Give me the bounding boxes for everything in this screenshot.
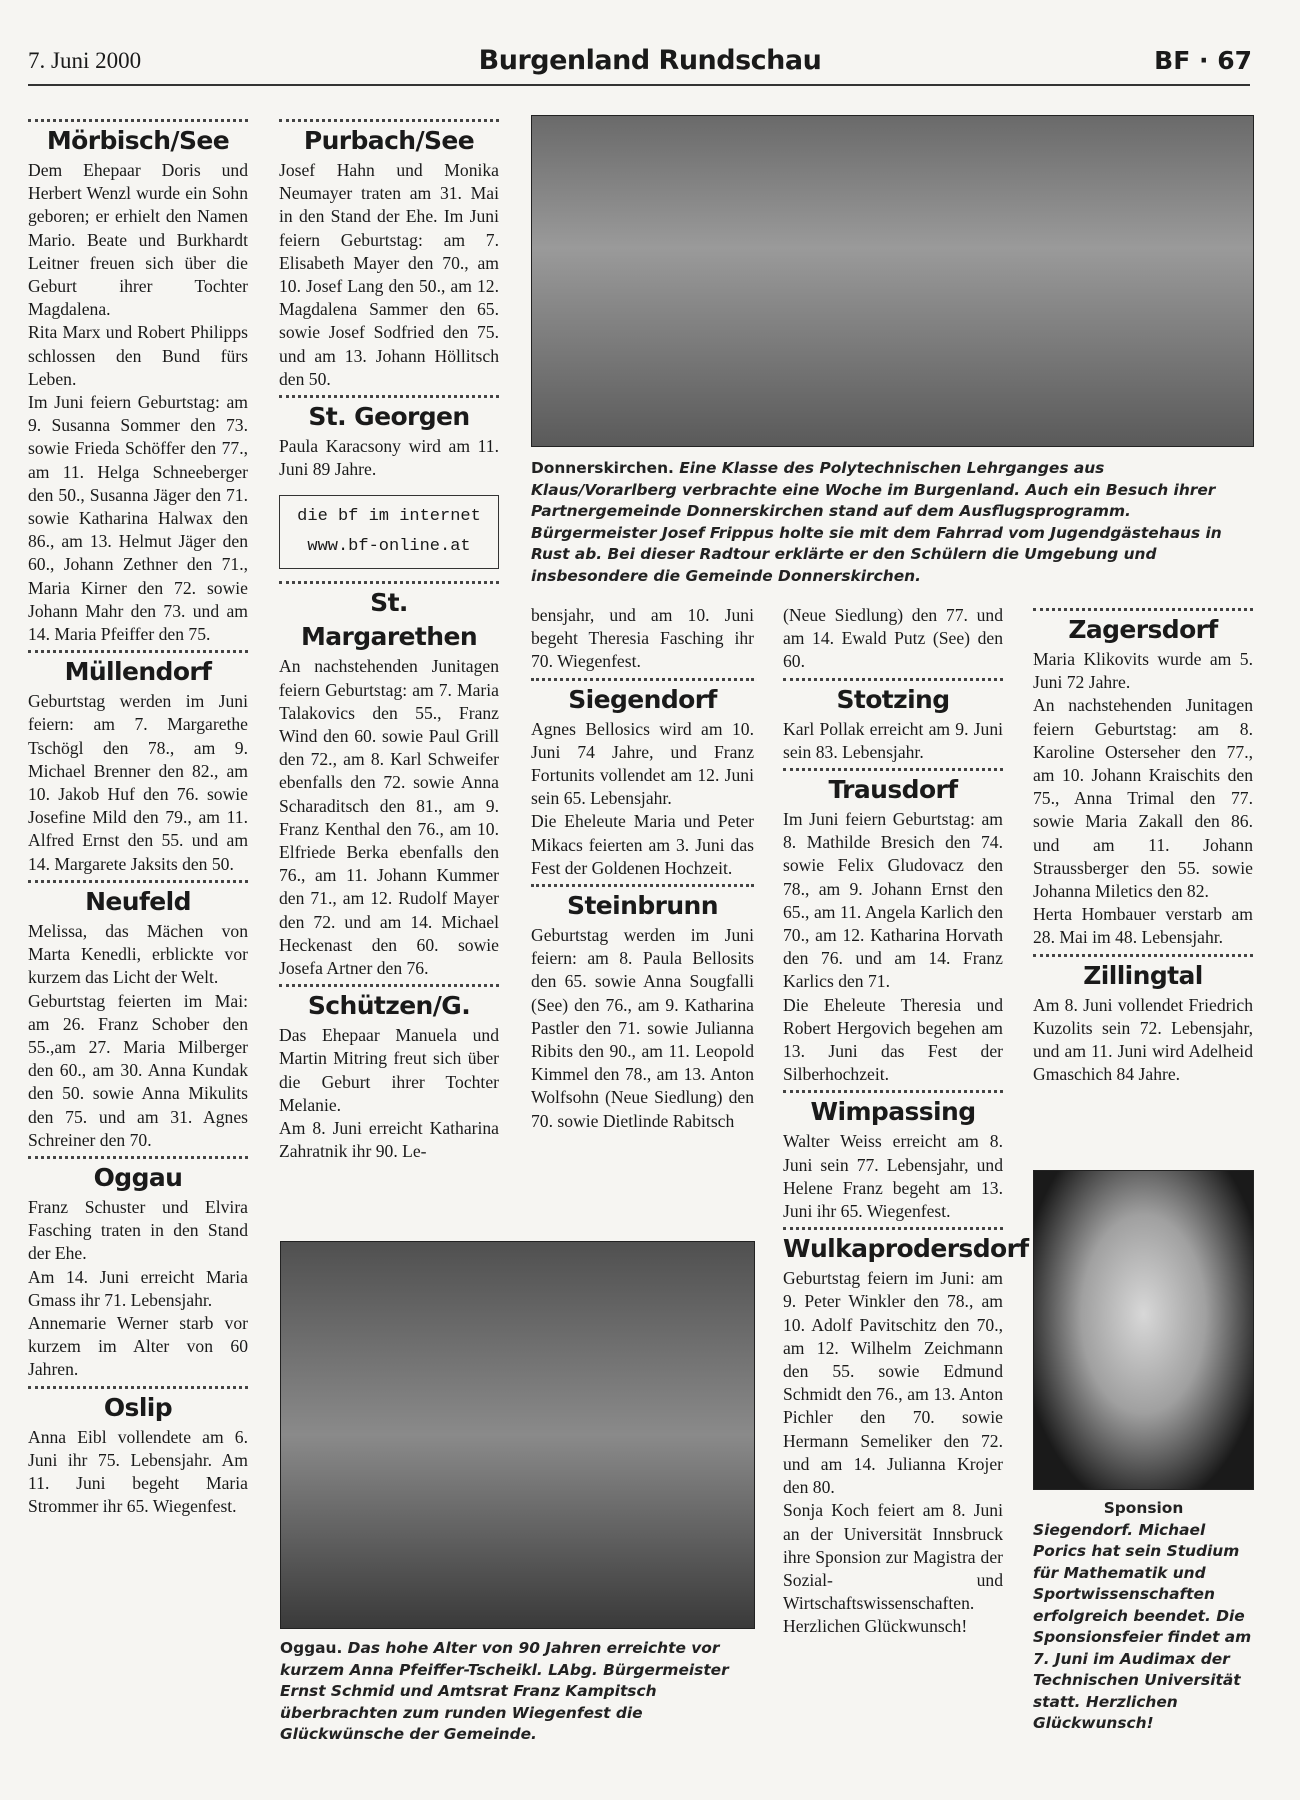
article-continuation: (Neue Siedlung) den 77. und am 14. Ewald Putz (See) den 60. [783,605,1003,672]
article-purbach [279,119,499,391]
photo-caption-donnerskirchen [531,458,1251,587]
article-paragraph: Josef Hahn und Monika Neumayer traten am 31. Mai in den Stand der Ehe. Im Juni feiern Geburtstag: am 7. Elisabeth Mayer den 70., am 10. Josef Lang den 50., am 12. Magdalena Sammer den 65. sowie Josef Sodfried den 75. und am 13. Johann Höllitsch den 50. [279,160,499,389]
article-paragraph: Karl Pollak erreicht am 9. Juni sein 83. Lebensjahr. [783,718,1003,762]
article-paragraph: Die Eheleute Theresia und Robert Hergovich begehen am 13. Juni das Fest der Silberhochzeit. [783,994,1003,1085]
caption-text: Das hohe Alter von 90 Jahren erreichte vor kurzem Anna Pfeiffer-Tscheikl. LAbg. Bürgermeister Ernst Schmid und Amtsrat Franz Kampitsch überbrachten zum runden Wiegenfest die Glückwünsche der Gemeinde. [280,1639,729,1743]
article-title: Steinbrunn [567,891,718,921]
article-zagersdorf [1033,608,1253,950]
article-paragraph: Im Juni feiern Geburtstag: am 9. Susanna Sommer den 73. sowie Frieda Schöffer den 77., am 11. Helga Schneeberger den 50., Susanna Jäger den 71. sowie Katharina Halwax den 86., am 13. Helmut Jäger den 60., Johann Zethner den 71., Maria Kirner den 72. sowie Johann Mahr den 73. und am 14. Maria Pfeiffer den 75. [28,392,248,645]
article-title: Schützen/G. [307,991,471,1021]
article-muellendorf [28,650,248,876]
article-paragraph: Im Juni feiern Geburtstag: am 8. Mathilde Bresich den 74. sowie Felix Gludovacz den 78., am 9. Johann Ernst den 65., am 11. Angela Karlich den 70., am 12. Katharina Horvath den 76. und am 14. Franz Karlics den 71. [783,809,1003,992]
article-paragraph: Paula Karacsony wird am 11. Juni 89 Jahre. [279,436,499,480]
dotted-separator [279,581,499,584]
article-title: Trausdorf [828,775,958,805]
oggau-birthday-photo [280,1241,755,1629]
photo-caption-oggau [280,1638,754,1746]
website-box-line: die bf im internet [297,507,481,527]
column-4 [783,604,1029,1639]
article-paragraph: Das Ehepaar Manuela und Martin Mitring freut sich über die Geburt ihrer Tochter Melanie. [279,1025,499,1115]
newspaper-title: Burgenland Rundschau [478,45,822,76]
article-paragraph: Herta Hombauer verstarb am 28. Mai im 48. Lebensjahr. [1033,904,1253,948]
group-photo [531,115,1254,447]
column-2 [279,115,499,1164]
page-number: BF · 67 [1154,46,1252,75]
dotted-separator [1033,608,1253,611]
dotted-separator [279,984,499,987]
website-url[interactable]: www.bf-online.at [307,537,471,557]
article-continuation: bensjahr, und am 10. Juni begeht Theresia Fasching ihr 70. Wiegenfest. [531,605,754,672]
article-paragraph: Anna Eibl vollendete am 6. Juni ihr 75. Lebensjahr. Am 11. Juni begeht Maria Strommer ihr 65. Wiegenfest. [28,1426,248,1517]
dotted-separator [279,395,499,398]
caption-text: Eine Klasse des Polytechnischen Lehrganges aus Klaus/Vorarlberg verbrachte eine Woche im Burgenland. Auch ein Besuch ihrer Partnergemeinde Donnerskirchen stand auf dem Ausflugsprogramm. Bürgermeister Josef Frippus holte sie mit dem Fahrrad vom Jugendgästehaus in Rust ab. Bei dieser Radtour erklärte er den Schülern die Umgebung und insbesondere die Gemeinde Donnerskirchen. [531,459,1222,585]
issue-date: 7. Juni 2000 [28,48,142,73]
article-schuetzen [279,984,499,1163]
dotted-separator [28,119,248,122]
article-wulkaprodersdorf [783,1227,1029,1638]
article-zillingtal [1033,954,1253,1087]
article-title: Oslip [103,1392,173,1422]
column-1 [28,115,248,1518]
article-paragraph: Dem Ehepaar Doris und Herbert Wenzl wurde ein Sohn geboren; er erhielt den Namen Mario. Beate und Burkhardt Leitner freuen sich über die Geburt ihrer Tochter Magdalena. [28,160,248,320]
article-paragraph: Sonja Koch feiert am 8. Juni an der Universität Innsbruck ihre Sponsion zur Magistra der Sozial- und Wirtschaftswissenschaften. Herzlichen Glückwunsch! [783,1500,1003,1637]
article-title: Wulkaprodersdorf [783,1234,1029,1264]
article-neufeld [28,880,248,1152]
article-title: Neufeld [85,886,191,916]
article-paragraph: Walter Weiss erreicht am 8. Juni sein 77. Lebensjahr, und Helene Franz begeht am 13. Juni ihr 65. Wiegenfest. [783,1131,1003,1222]
caption-place: Oggau. [280,1639,343,1657]
article-paragraph: Geburtstag feierten im Mai: am 26. Franz Schober den 55.,am 27. Maria Milberger den 60., am 30. Anna Kundak den 50. sowie Anna Mikulits den 75. und am 31. Agnes Schreiner den 70. [28,990,248,1150]
caption-place: Donnerskirchen. [531,459,674,477]
caption-title: Sponsion [1103,1499,1184,1517]
photo-caption-sponsion [1033,1498,1254,1735]
article-paragraph: Die Eheleute Maria und Peter Mikacs feierten am 3. Juni das Fest der Goldenen Hochzeit. [531,811,754,878]
article-paragraph: An nachstehenden Junitagen feiern Geburtstag: am 8. Karoline Osterseher den 77., am 10. Johann Kraischits den 75., Anna Trimal den 77. sowie Maria Zakall den 86. und am 11. Johann Straussberger den 55. sowie Johanna Miletics den 82. [1033,695,1253,902]
article-title: Siegendorf [568,684,717,714]
dotted-separator [28,880,248,883]
article-title: St. Georgen [308,402,470,432]
dotted-separator [279,119,499,122]
dotted-separator [783,678,1003,681]
article-title: Mörbisch/See [46,126,230,155]
column-3 [531,604,754,1133]
article-oslip [28,1386,248,1519]
article-title: St. Margarethen [300,588,478,652]
portrait-photo [1033,1170,1254,1490]
article-paragraph: Franz Schuster und Elvira Fasching traten in den Stand der Ehe. [28,1196,248,1264]
dotted-separator [28,1386,248,1389]
article-title: Stotzing [836,684,950,714]
dotted-separator [28,650,248,653]
dotted-separator [783,768,1003,771]
article-paragraph: Geburtstag feiern im Juni: am 9. Peter Winkler den 78., am 10. Adolf Pavitschitz den 70., am 12. Wilhelm Zeichmann den 55. sowie Edmund Schmidt den 76., am 13. Anton Pichler den 70. sowie Hermann Semeliker den 72. und am 14. Julianna Krojer den 80. [783,1268,1003,1498]
article-paragraph: An nachstehenden Junitagen feiern Geburtstag: am 7. Maria Talakovics den 55., Franz Wind den 60. sowie Paul Grill den 72., am 8. Karl Schweifer ebenfalls den 72. sowie Anna Scharaditsch den 81., am 9. Franz Kenthal den 76., am 10. Elfriede Berka ebenfalls den 76., am 11. Johann Kummer den 71., am 12. Rudolf Mayer den 72. und am 14. Michael Heckenast den 60. sowie Josefa Artner den 76. [279,656,499,979]
article-paragraph: Agnes Bellosics wird am 10. Juni 74 Jahre, und Franz Fortunits vollendet am 12. Juni sein 65. Lebensjahr. [531,718,754,809]
article-st-margarethen [279,581,499,980]
article-trausdorf [783,768,1003,1086]
caption-place: Siegendorf. [1033,1520,1134,1539]
article-st-georgen [279,395,499,481]
article-paragraph: Am 8. Juni vollendet Friedrich Kuzolits sein 72. Lebensjahr, und am 11. Juni wird Adelheid Gmaschich 84 Jahre. [1033,994,1253,1085]
header-rule [28,84,1250,86]
article-oggau [28,1156,248,1382]
dotted-separator [783,1090,1003,1093]
article-moerbisch [28,119,248,646]
article-paragraph: Maria Klikovits wurde am 5. Juni 72 Jahre. [1033,649,1253,693]
caption-text: Michael Porics hat sein Studium für Mathematik und Sportwissenschaften erfolgreich beendet. Die Sponsionsfeier findet am 7. Juni im Audimax der Technischen Universität statt. Herzlichen Glückwunsch! [1033,1520,1252,1732]
dotted-separator [531,678,754,681]
website-box [279,495,499,569]
article-stotzing [783,678,1003,764]
article-paragraph: Am 14. Juni erreicht Maria Gmass ihr 71. Lebensjahr. [28,1266,248,1310]
article-paragraph: Melissa, das Mächen von Marta Kenedli, erblickte vor kurzem das Licht der Welt. [28,920,248,988]
article-title: Oggau [93,1162,183,1192]
column-5 [1033,604,1253,1086]
dotted-separator [783,1227,1003,1230]
article-paragraph: Rita Marx und Robert Philipps schlossen den Bund fürs Leben. [28,322,248,389]
article-title: Müllendorf [64,657,212,687]
article-paragraph: Am 8. Juni erreicht Katharina Zahratnik ihr 90. Le- [279,1118,499,1162]
article-paragraph: Annemarie Werner starb vor kurzem im Alter von 60 Jahren. [28,1312,248,1380]
dotted-separator [1033,954,1253,957]
article-wimpassing [783,1090,1003,1223]
article-title: Purbach/See [303,126,475,155]
article-steinbrunn [531,884,754,1133]
article-paragraph: Geburtstag werden im Juni feiern: am 7. Margarethe Tschögl den 78., am 9. Michael Brenner den 82., am 10. Jakob Huf den 76. sowie Josefine Mild den 79., am 11. Alfred Ernst den 55. und am 14. Margarete Jaksits den 50. [28,691,248,874]
dotted-separator [28,1156,248,1159]
article-title: Wimpassing [810,1097,976,1127]
article-paragraph: Geburtstag werden im Juni feiern: am 8. Paula Bellosits den 65. sowie Anna Sougfalli (See) den 76., am 9. Katharina Pastler den 71. sowie Julianna Ribits den 90., am 11. Leopold Kimmel den 78., am 13. Anton Wolfsohn (Neue Siedlung) den 70. sowie Dietlinde Rabitsch [531,925,754,1131]
article-title: Zillingtal [1083,960,1203,990]
article-siegendorf [531,678,754,880]
dotted-separator [531,884,754,887]
article-title: Zagersdorf [1068,615,1218,644]
